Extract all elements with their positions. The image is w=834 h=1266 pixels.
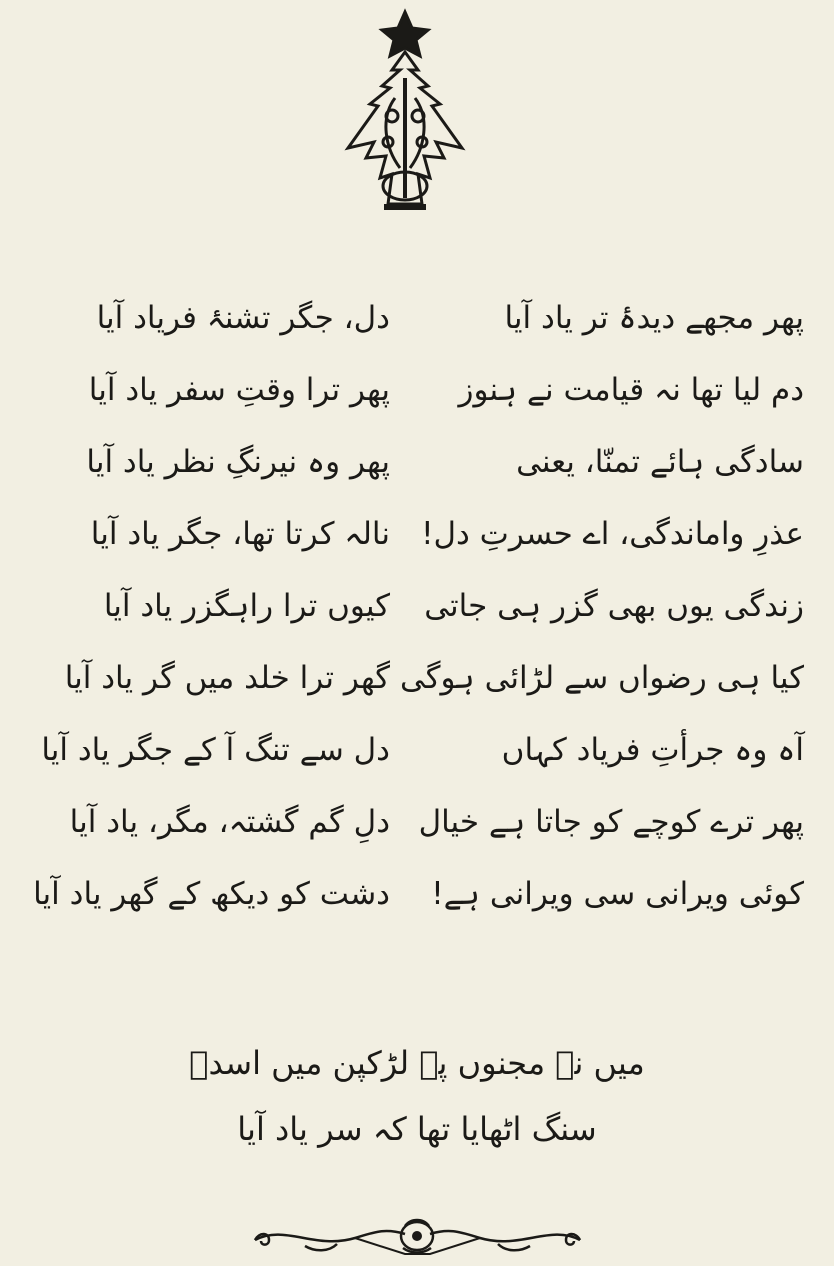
couplet xyxy=(30,282,804,354)
second-hemistich: دل سے تنگ آ کے جگر یاد آیا xyxy=(41,731,390,768)
second-hemistich: نالہ کرتا تھا، جگر یاد آیا xyxy=(90,515,390,552)
couplet xyxy=(30,858,804,930)
maqta-first-line: میں نے مجنوں پہ لڑکپن میں اسدؔ xyxy=(189,1044,645,1082)
first-hemistich: پھر ترے کوچے کو جاتا ہے خیال xyxy=(418,803,804,840)
couplet xyxy=(30,498,804,570)
couplet xyxy=(30,354,804,426)
first-hemistich: دم لیا تھا نہ قیامت نے ہنوز xyxy=(458,371,804,408)
second-hemistich: کیوں ترا راہگزر یاد آیا xyxy=(103,587,390,624)
couplet xyxy=(30,714,804,786)
second-hemistich: پھر ترا وقتِ سفر یاد آیا xyxy=(88,371,390,408)
first-hemistich: کیا ہی رضواں سے لڑائی ہوگی xyxy=(399,659,804,696)
first-hemistich: سادگی ہائے تمنّا، یعنی xyxy=(516,443,804,480)
couplet xyxy=(30,570,804,642)
couplet xyxy=(30,786,804,858)
first-hemistich: زندگی یوں بھی گزر ہی جاتی xyxy=(424,587,804,624)
ghazal-couplets xyxy=(30,282,804,930)
second-hemistich: گھر ترا خلد میں گر یاد آیا xyxy=(64,659,390,696)
couplet xyxy=(30,426,804,498)
first-hemistich: کوئی ویرانی سی ویرانی ہے! xyxy=(431,875,804,912)
second-hemistich: پھر وہ نیرنگِ نظر یاد آیا xyxy=(86,443,390,480)
maqta-couplet xyxy=(0,1030,834,1162)
second-hemistich: دل، جگر تشنۂ فریاد آیا xyxy=(96,299,390,336)
first-hemistich: آہ وہ جرأتِ فریاد کہاں xyxy=(501,731,804,768)
maqta-second-line: سنگ اٹھایا تھا کہ سر یاد آیا xyxy=(237,1110,597,1148)
scroll-vine-divider-icon xyxy=(245,1214,590,1258)
couplet xyxy=(30,642,804,714)
first-hemistich: عذرِ واماندگی، اے حسرتِ دل! xyxy=(421,515,804,552)
first-hemistich: پھر مجھے دیدۂ تر یاد آیا xyxy=(504,299,804,336)
second-hemistich: دلِ گم گشتہ، مگر، یاد آیا xyxy=(69,803,390,840)
second-hemistich: دشت کو دیکھ کے گھر یاد آیا xyxy=(33,875,390,912)
floral-vase-icon xyxy=(340,8,470,213)
